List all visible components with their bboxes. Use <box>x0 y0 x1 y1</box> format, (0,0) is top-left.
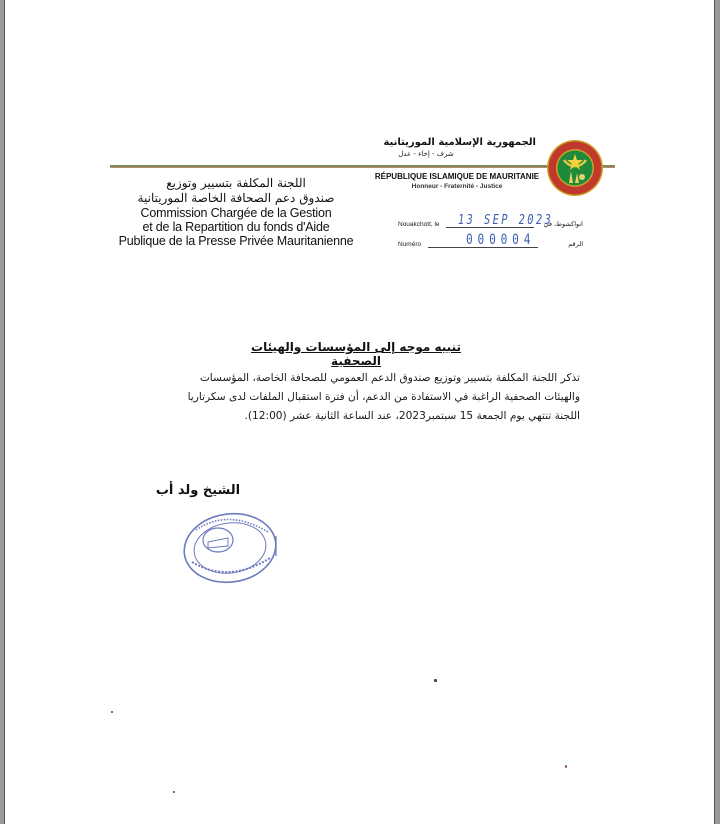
coat-of-arms-emblem-icon <box>545 139 605 197</box>
committee-name-french-line3: Publique de la Presse Privée Mauritanienne <box>118 234 354 248</box>
place-label-french: Nouakchott, le <box>398 221 440 228</box>
viewer-frame-left <box>0 0 5 824</box>
signatory-name: الشيخ ولد أب <box>155 483 241 498</box>
letterhead-rule-red <box>110 167 615 168</box>
notice-line: والهيئات الصحفية الراغبة في الاستفادة من الدعم، أن فترة استقبال الملفات لدى سكرتاريا <box>187 391 580 403</box>
notice-body <box>108 369 580 426</box>
number-row <box>398 232 583 250</box>
place-label-arabic: انواكشوط، في <box>543 221 583 228</box>
viewer-frame-right <box>714 0 720 824</box>
committee-name-french-line2: et de la Repartition du fonds d'Aide <box>142 220 330 234</box>
scan-speck <box>434 679 437 682</box>
notice-line: اللجنة تنتهي يوم الجمعة 15 سبتمبر2023، عند الساعة الثانية عشر (12:00). <box>244 410 580 422</box>
motto-french: Honneur - Fraternité - Justice <box>411 183 503 190</box>
date-row <box>398 213 583 230</box>
scan-speck <box>173 791 175 793</box>
number-label-arabic: الرقم <box>568 241 583 248</box>
notice-line: تذكر اللجنة المكلفة بتسيير وتوزيع صندوق الدعم العمومي للصحافة الخاصة، المؤسسات <box>199 372 580 384</box>
number-label-french: Numéro <box>398 241 422 248</box>
committee-header <box>108 176 364 248</box>
republic-name-arabic: الجمهورية الإسلامية الموريتانية <box>383 137 536 148</box>
republic-name-french: RÉPUBLIQUE ISLAMIQUE DE MAURITANIE <box>374 172 540 181</box>
motto-arabic: شرف - إخاء - عدل <box>398 150 454 158</box>
committee-name-french-line1: Commission Chargée de la Gestion <box>140 206 332 220</box>
reference-number-value: 000004 <box>466 232 536 248</box>
official-stamp-icon <box>178 510 284 586</box>
notice-title: تنبيه موجه إلى المؤسسات والهيئات الصحفية <box>251 340 461 368</box>
date-stamp-value: 13 SEP 2023 <box>458 213 554 228</box>
scan-speck <box>111 711 113 713</box>
scan-speck <box>565 765 567 768</box>
committee-name-arabic-line2: صندوق دعم الصحافة الخاصة الموريتانية <box>137 191 335 205</box>
committee-name-arabic-line1: اللجنة المكلفة بتسيير وتوزيع <box>166 176 306 190</box>
